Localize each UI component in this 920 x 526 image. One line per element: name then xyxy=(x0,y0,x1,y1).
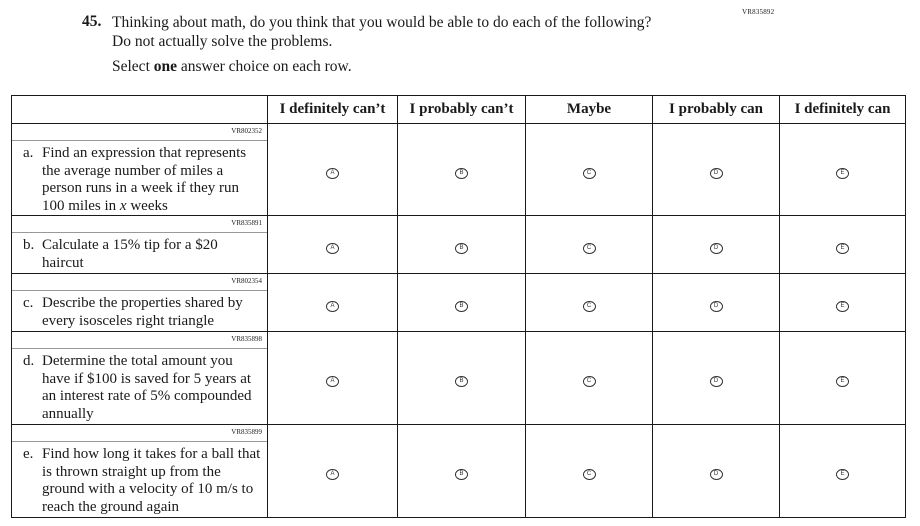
row-id: VR802354 xyxy=(12,274,267,291)
row-item xyxy=(12,442,267,516)
row-item xyxy=(12,233,267,272)
answer-bubble[interactable]: A xyxy=(326,243,339,254)
row-label-cell xyxy=(12,124,268,216)
answer-bubble[interactable]: D xyxy=(710,376,723,387)
answer-bubble[interactable]: A xyxy=(326,168,339,179)
question-number: 45. xyxy=(82,13,102,30)
row-text xyxy=(42,295,261,330)
row-label-cell xyxy=(12,274,268,332)
table-row xyxy=(12,332,906,425)
row-item xyxy=(12,141,267,215)
answer-bubble[interactable]: B xyxy=(455,469,468,480)
instruction-pre: Select xyxy=(112,58,154,75)
row-text xyxy=(42,446,261,516)
option-cell[interactable] xyxy=(780,124,906,216)
option-cell[interactable] xyxy=(526,216,653,274)
row-text-main: Describe the properties shared by every isosceles right triangle xyxy=(42,295,243,329)
option-cell[interactable] xyxy=(268,124,398,216)
row-item xyxy=(12,291,267,330)
row-item xyxy=(12,349,267,423)
answer-bubble[interactable]: B xyxy=(455,376,468,387)
option-cell[interactable] xyxy=(653,274,780,332)
row-letter: d. xyxy=(23,353,35,369)
answer-bubble[interactable]: E xyxy=(836,301,849,312)
option-cell[interactable] xyxy=(526,332,653,425)
answer-bubble[interactable]: C xyxy=(583,168,596,179)
row-text-end: weeks xyxy=(126,197,168,214)
row-text xyxy=(42,353,261,423)
column-header: I definitely can’t xyxy=(268,96,398,124)
option-cell[interactable] xyxy=(268,274,398,332)
row-id: VR835898 xyxy=(12,332,267,349)
answer-bubble[interactable]: D xyxy=(710,243,723,254)
answer-bubble[interactable]: B xyxy=(455,243,468,254)
row-text-main: Find an expression that represents the average number of miles a person runs in a week if they run 100 miles in xyxy=(42,145,247,214)
answer-bubble[interactable]: B xyxy=(455,168,468,179)
option-cell[interactable] xyxy=(268,425,398,518)
option-cell[interactable] xyxy=(398,124,526,216)
question-text-line1: Thinking about math, do you think that you would be able to do each of the following? xyxy=(112,14,652,31)
answer-bubble[interactable]: E xyxy=(836,168,849,179)
option-cell[interactable] xyxy=(780,425,906,518)
row-label-cell xyxy=(12,216,268,274)
row-label-cell xyxy=(12,332,268,425)
row-text-main: Determine the total amount you have if $100 is saved for 5 years at an interest rate of 5% compounded annually xyxy=(42,353,252,422)
option-cell[interactable] xyxy=(398,425,526,518)
answer-bubble[interactable]: C xyxy=(583,469,596,480)
header-blank xyxy=(12,96,268,124)
row-letter: c. xyxy=(23,295,34,311)
column-header: I probably can xyxy=(653,96,780,124)
option-cell[interactable] xyxy=(268,332,398,425)
answer-bubble[interactable]: D xyxy=(710,469,723,480)
answer-bubble[interactable]: E xyxy=(836,469,849,480)
option-cell[interactable] xyxy=(653,124,780,216)
answer-bubble[interactable]: B xyxy=(455,301,468,312)
option-cell[interactable] xyxy=(526,425,653,518)
column-header: Maybe xyxy=(526,96,653,124)
answer-bubble[interactable]: D xyxy=(710,168,723,179)
row-letter: b. xyxy=(23,237,35,253)
option-cell[interactable] xyxy=(398,216,526,274)
answer-bubble[interactable]: A xyxy=(326,469,339,480)
answer-bubble[interactable]: D xyxy=(710,301,723,312)
instruction-post: answer choice on each row. xyxy=(177,58,352,75)
instruction xyxy=(112,58,352,76)
option-cell[interactable] xyxy=(780,332,906,425)
option-cell[interactable] xyxy=(398,332,526,425)
answer-bubble[interactable]: E xyxy=(836,376,849,387)
question-text xyxy=(112,13,752,51)
header-row xyxy=(12,96,906,124)
table-row xyxy=(12,124,906,216)
row-text xyxy=(42,145,261,215)
option-cell[interactable] xyxy=(653,216,780,274)
option-cell[interactable] xyxy=(526,124,653,216)
answer-bubble[interactable]: A xyxy=(326,376,339,387)
table-row xyxy=(12,274,906,332)
answer-bubble[interactable]: C xyxy=(583,301,596,312)
column-header: I definitely can xyxy=(780,96,906,124)
question-id: VR835892 xyxy=(742,8,775,16)
option-cell[interactable] xyxy=(780,216,906,274)
column-header: I probably can’t xyxy=(398,96,526,124)
table-row xyxy=(12,425,906,518)
option-cell[interactable] xyxy=(653,425,780,518)
row-text-variable: x xyxy=(119,197,127,214)
table-row xyxy=(12,216,906,274)
option-cell[interactable] xyxy=(653,332,780,425)
row-id: VR835891 xyxy=(12,216,267,233)
option-cell[interactable] xyxy=(398,274,526,332)
row-id: VR835899 xyxy=(12,425,267,442)
row-text-main: Calculate a 15% tip for a $20 haircut xyxy=(42,237,218,271)
answer-grid xyxy=(11,95,906,518)
answer-bubble[interactable]: C xyxy=(583,243,596,254)
row-text xyxy=(42,237,261,272)
row-text-main: Find how long it takes for a ball that is thrown straight up from the ground with a velocity of 10 m/s to reach the ground again xyxy=(42,446,261,515)
answer-bubble[interactable]: E xyxy=(836,243,849,254)
row-label-cell xyxy=(12,425,268,518)
answer-bubble[interactable]: C xyxy=(583,376,596,387)
option-cell[interactable] xyxy=(526,274,653,332)
option-cell[interactable] xyxy=(268,216,398,274)
option-cell[interactable] xyxy=(780,274,906,332)
row-letter: a. xyxy=(23,145,34,161)
row-id: VR802352 xyxy=(12,124,267,141)
question-text-line2: Do not actually solve the problems. xyxy=(112,33,333,50)
row-letter: e. xyxy=(23,446,34,462)
instruction-bold: one xyxy=(153,58,177,75)
answer-bubble[interactable]: A xyxy=(326,301,339,312)
